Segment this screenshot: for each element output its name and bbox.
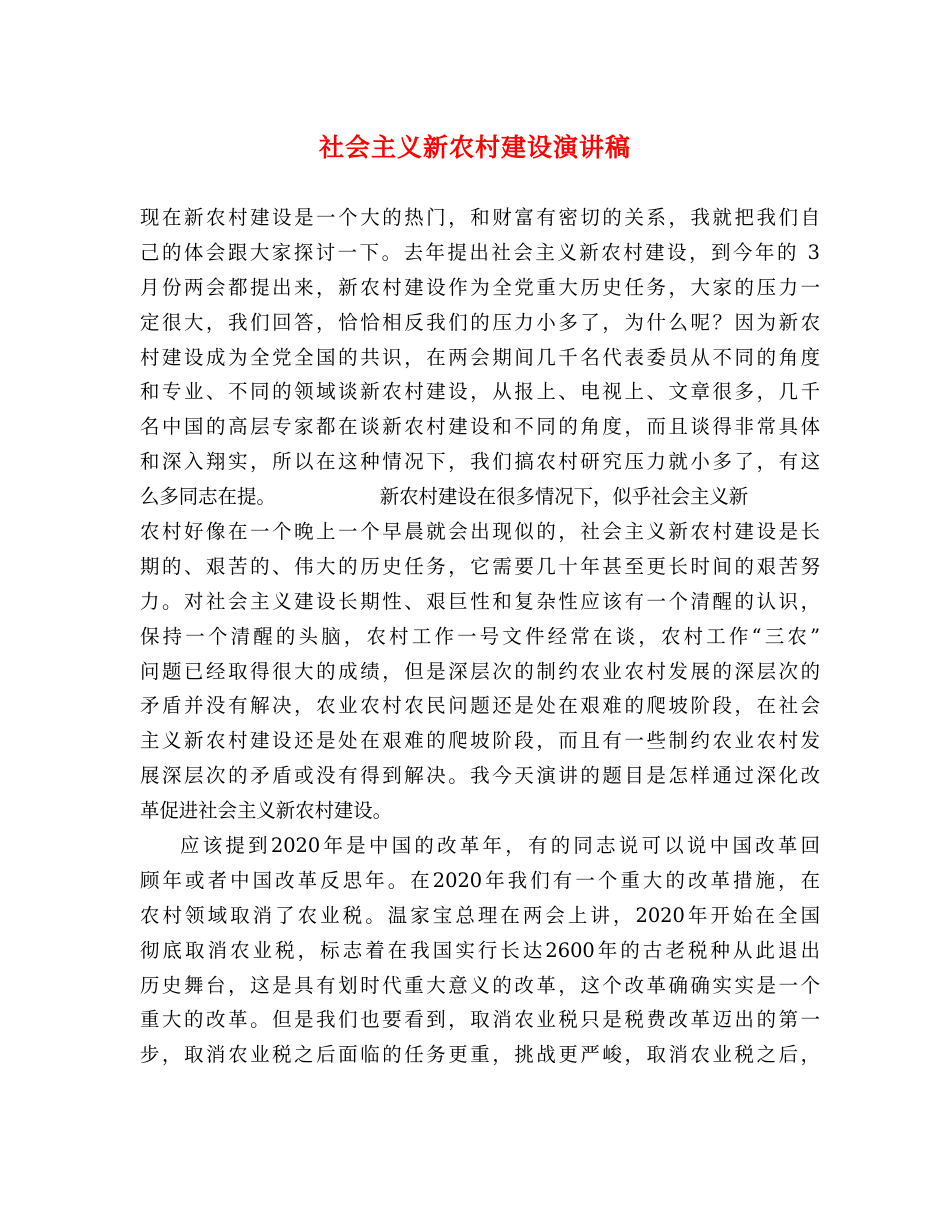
text-line: 和专业、不同的领域谈新农村建设，从报上、电视上、文章很多，几千 <box>140 380 820 404</box>
text-line: 保持一个清醒的头脑，农村工作一号文件经常在谈，农村工作“三农” <box>140 624 820 648</box>
text-line: 月份两会都提出来，新农村建设作为全党重大历史任务，大家的压力一 <box>140 275 820 299</box>
text-line: 应该提到2020年是中国的改革年，有的同志说可以说中国改革回 <box>180 834 820 858</box>
text-line: 村建设成为全党全国的共识，在两会期间几千名代表委员从不同的角度 <box>140 345 820 369</box>
text-line: 名中国的高层专家都在谈新农村建设和不同的角度，而且谈得非常具体 <box>140 415 820 439</box>
text-line: 定很大，我们回答，恰恰相反我们的压力小多了，为什么呢？因为新农 <box>140 310 820 334</box>
text-line: 重大的改革。但是我们也要看到，取消农业税只是税费改革迈出的第一 <box>140 1008 820 1032</box>
text-line: 展深层次的矛盾或没有得到解决。我今天演讲的题目是怎样通过深化改 <box>140 764 820 788</box>
text-line: 和深入翔实，所以在这种情况下，我们搞农村研究压力就小多了，有这 <box>140 450 820 474</box>
text-line: 问题已经取得很大的成绩，但是深层次的制约农业农村发展的深层次的 <box>140 659 820 683</box>
document-title: 社会主义新农村建设演讲稿 <box>318 133 631 162</box>
text-line: 主义新农村建设还是处在艰难的爬坡阶段，而且有一些制约农业农村发 <box>140 729 820 753</box>
text-fragment: 新农村建设在很多情况下，似乎社会主义新 <box>379 485 749 509</box>
text-line: 步，取消农业税之后面临的任务更重，挑战更严峻，取消农业税之后， <box>140 1043 820 1067</box>
text-line: 顾年或者中国改革反思年。在2020年我们有一个重大的改革措施，在 <box>140 868 820 892</box>
text-line: 农村好像在一个晚上一个早晨就会出现似的，社会主义新农村建设是长 <box>140 520 820 544</box>
text-line: 农村领域取消了农业税。温家宝总理在两会上讲，2020年开始在全国 <box>140 903 820 927</box>
text-line: 革促进社会主义新农村建设。 <box>140 799 393 823</box>
text-fragment: 么多同志在提。 <box>140 485 276 509</box>
text-line: 力。对社会主义建设长期性、艰巨性和复杂性应该有一个清醒的认识， <box>140 589 820 613</box>
text-line: 己的体会跟大家探讨一下。去年提出社会主义新农村建设，到今年的 3 <box>140 240 820 264</box>
text-line: 矛盾并没有解决，农业农村农民问题还是处在艰难的爬坡阶段，在社会 <box>140 694 820 718</box>
text-line: 现在新农村建设是一个大的热门，和财富有密切的关系，我就把我们自 <box>140 206 820 229</box>
text-line: 期的、艰苦的、伟大的历史任务，它需要几十年甚至更长时间的艰苦努 <box>140 554 820 578</box>
text-line <box>140 480 820 515</box>
document-body <box>140 201 820 1073</box>
text-line: 历史舞台，这是具有划时代重大意义的改革，这个改革确确实实是一个 <box>140 973 820 997</box>
text-line: 彻底取消农业税，标志着在我国实行长达2600年的古老税种从此退出 <box>140 938 820 962</box>
